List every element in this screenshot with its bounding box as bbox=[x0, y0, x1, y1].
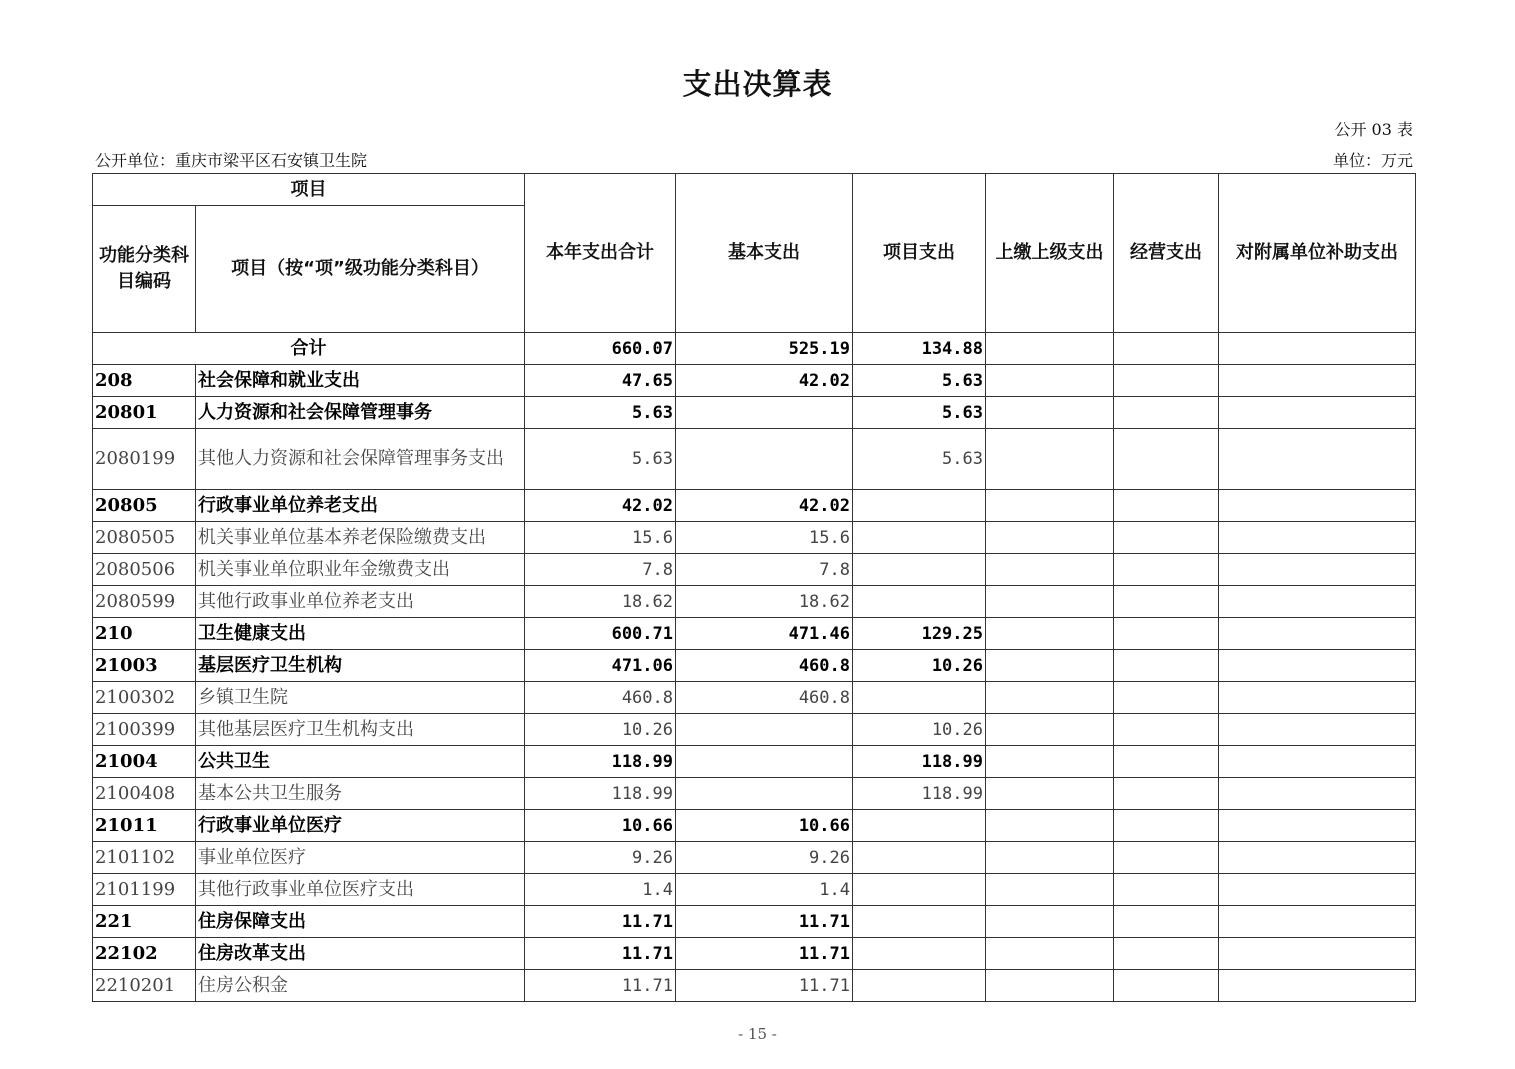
row-subsidy bbox=[1219, 746, 1416, 778]
total-upper-payment bbox=[986, 333, 1114, 365]
row-basic: 42.02 bbox=[676, 490, 853, 522]
row-basic: 471.46 bbox=[676, 618, 853, 650]
row-total: 460.8 bbox=[525, 682, 676, 714]
row-total: 7.8 bbox=[525, 554, 676, 586]
table-row bbox=[93, 397, 1416, 429]
total-subsidy bbox=[1219, 333, 1416, 365]
table-row bbox=[93, 586, 1416, 618]
row-name: 基层医疗卫生机构 bbox=[196, 650, 525, 682]
row-code: 2100399 bbox=[93, 714, 196, 746]
header-basic: 基本支出 bbox=[676, 174, 853, 333]
row-upper-payment bbox=[986, 429, 1114, 490]
row-code: 20801 bbox=[93, 397, 196, 429]
row-project-expenditure bbox=[853, 938, 986, 970]
table-row bbox=[93, 778, 1416, 810]
row-business bbox=[1114, 650, 1219, 682]
table-row bbox=[93, 365, 1416, 397]
total-project-expenditure: 134.88 bbox=[853, 333, 986, 365]
row-upper-payment bbox=[986, 906, 1114, 938]
row-name: 其他基层医疗卫生机构支出 bbox=[196, 714, 525, 746]
row-project-expenditure bbox=[853, 586, 986, 618]
row-code: 2210201 bbox=[93, 970, 196, 1002]
row-project-expenditure: 10.26 bbox=[853, 650, 986, 682]
row-upper-payment bbox=[986, 746, 1114, 778]
row-project-expenditure bbox=[853, 810, 986, 842]
table-row bbox=[93, 874, 1416, 906]
row-basic bbox=[676, 397, 853, 429]
row-total: 10.26 bbox=[525, 714, 676, 746]
row-total: 471.06 bbox=[525, 650, 676, 682]
row-total: 10.66 bbox=[525, 810, 676, 842]
row-business bbox=[1114, 554, 1219, 586]
row-subsidy bbox=[1219, 682, 1416, 714]
form-number: 公开 03 表 bbox=[1334, 120, 1413, 139]
page-number: - 15 - bbox=[738, 1025, 777, 1043]
row-name: 其他行政事业单位养老支出 bbox=[196, 586, 525, 618]
row-basic: 1.4 bbox=[676, 874, 853, 906]
row-business bbox=[1114, 906, 1219, 938]
row-subsidy bbox=[1219, 874, 1416, 906]
row-code: 2101199 bbox=[93, 874, 196, 906]
row-business bbox=[1114, 810, 1219, 842]
row-basic: 15.6 bbox=[676, 522, 853, 554]
row-business bbox=[1114, 522, 1219, 554]
row-subsidy bbox=[1219, 522, 1416, 554]
row-basic: 11.71 bbox=[676, 970, 853, 1002]
row-name: 其他人力资源和社会保障管理事务支出 bbox=[196, 429, 525, 490]
row-total: 11.71 bbox=[525, 906, 676, 938]
row-business bbox=[1114, 490, 1219, 522]
row-code: 2080199 bbox=[93, 429, 196, 490]
table-row bbox=[93, 554, 1416, 586]
row-code: 208 bbox=[93, 365, 196, 397]
row-project-expenditure bbox=[853, 490, 986, 522]
row-basic: 9.26 bbox=[676, 842, 853, 874]
row-business bbox=[1114, 842, 1219, 874]
currency-unit: 单位：万元 bbox=[1332, 151, 1413, 170]
row-business bbox=[1114, 397, 1219, 429]
row-project-expenditure bbox=[853, 554, 986, 586]
table-row bbox=[93, 490, 1416, 522]
header-project-expenditure: 项目支出 bbox=[853, 174, 986, 333]
row-basic: 11.71 bbox=[676, 906, 853, 938]
row-code: 21003 bbox=[93, 650, 196, 682]
row-code: 2100302 bbox=[93, 682, 196, 714]
row-project-expenditure: 129.25 bbox=[853, 618, 986, 650]
row-subsidy bbox=[1219, 650, 1416, 682]
row-total: 11.71 bbox=[525, 970, 676, 1002]
row-subsidy bbox=[1219, 970, 1416, 1002]
row-total: 42.02 bbox=[525, 490, 676, 522]
row-upper-payment bbox=[986, 874, 1114, 906]
row-name: 住房改革支出 bbox=[196, 938, 525, 970]
row-business bbox=[1114, 618, 1219, 650]
row-name: 社会保障和就业支出 bbox=[196, 365, 525, 397]
row-code: 2080599 bbox=[93, 586, 196, 618]
row-basic bbox=[676, 746, 853, 778]
row-name: 卫生健康支出 bbox=[196, 618, 525, 650]
row-subsidy bbox=[1219, 365, 1416, 397]
row-code: 2100408 bbox=[93, 778, 196, 810]
row-code: 2101102 bbox=[93, 842, 196, 874]
row-name: 其他行政事业单位医疗支出 bbox=[196, 874, 525, 906]
row-subsidy bbox=[1219, 554, 1416, 586]
row-business bbox=[1114, 746, 1219, 778]
row-code: 22102 bbox=[93, 938, 196, 970]
total-basic: 525.19 bbox=[676, 333, 853, 365]
row-subsidy bbox=[1219, 778, 1416, 810]
row-total: 1.4 bbox=[525, 874, 676, 906]
row-name: 住房保障支出 bbox=[196, 906, 525, 938]
row-subsidy bbox=[1219, 490, 1416, 522]
row-code: 221 bbox=[93, 906, 196, 938]
row-project-expenditure: 118.99 bbox=[853, 746, 986, 778]
row-business bbox=[1114, 714, 1219, 746]
row-project-expenditure bbox=[853, 842, 986, 874]
row-business bbox=[1114, 778, 1219, 810]
row-basic: 10.66 bbox=[676, 810, 853, 842]
row-business bbox=[1114, 586, 1219, 618]
row-total: 18.62 bbox=[525, 586, 676, 618]
table-row bbox=[93, 618, 1416, 650]
header-total: 本年支出合计 bbox=[525, 174, 676, 333]
row-subsidy bbox=[1219, 429, 1416, 490]
row-subsidy bbox=[1219, 906, 1416, 938]
row-business bbox=[1114, 970, 1219, 1002]
row-subsidy bbox=[1219, 810, 1416, 842]
row-total: 9.26 bbox=[525, 842, 676, 874]
row-project-expenditure bbox=[853, 522, 986, 554]
row-upper-payment bbox=[986, 714, 1114, 746]
table-row bbox=[93, 970, 1416, 1002]
row-name: 机关事业单位基本养老保险缴费支出 bbox=[196, 522, 525, 554]
row-upper-payment bbox=[986, 554, 1114, 586]
row-basic: 460.8 bbox=[676, 682, 853, 714]
total-total: 660.07 bbox=[525, 333, 676, 365]
header-business: 经营支出 bbox=[1114, 174, 1219, 333]
row-subsidy bbox=[1219, 586, 1416, 618]
table-row bbox=[93, 429, 1416, 490]
row-name: 公共卫生 bbox=[196, 746, 525, 778]
row-total: 118.99 bbox=[525, 746, 676, 778]
row-basic: 18.62 bbox=[676, 586, 853, 618]
row-name: 住房公积金 bbox=[196, 970, 525, 1002]
header-subsidy: 对附属单位补助支出 bbox=[1219, 174, 1416, 333]
total-label: 合计 bbox=[93, 333, 525, 365]
reporting-unit: 公开单位：重庆市梁平区石安镇卫生院 bbox=[95, 151, 368, 170]
row-subsidy bbox=[1219, 714, 1416, 746]
row-name: 乡镇卫生院 bbox=[196, 682, 525, 714]
table-row bbox=[93, 810, 1416, 842]
row-project-expenditure: 5.63 bbox=[853, 365, 986, 397]
row-upper-payment bbox=[986, 970, 1114, 1002]
row-name: 事业单位医疗 bbox=[196, 842, 525, 874]
row-upper-payment bbox=[986, 650, 1114, 682]
row-upper-payment bbox=[986, 365, 1114, 397]
table-row bbox=[93, 522, 1416, 554]
expenditure-table bbox=[92, 173, 1416, 1002]
row-subsidy bbox=[1219, 397, 1416, 429]
table-row bbox=[93, 906, 1416, 938]
row-project-expenditure: 10.26 bbox=[853, 714, 986, 746]
row-project-expenditure bbox=[853, 874, 986, 906]
table-row bbox=[93, 714, 1416, 746]
row-name: 行政事业单位养老支出 bbox=[196, 490, 525, 522]
row-upper-payment bbox=[986, 938, 1114, 970]
row-upper-payment bbox=[986, 586, 1114, 618]
row-basic bbox=[676, 778, 853, 810]
row-basic: 11.71 bbox=[676, 938, 853, 970]
row-basic: 42.02 bbox=[676, 365, 853, 397]
table-row bbox=[93, 650, 1416, 682]
row-total: 15.6 bbox=[525, 522, 676, 554]
row-code: 21004 bbox=[93, 746, 196, 778]
row-name: 机关事业单位职业年金缴费支出 bbox=[196, 554, 525, 586]
row-business bbox=[1114, 365, 1219, 397]
row-code: 20805 bbox=[93, 490, 196, 522]
row-code: 2080505 bbox=[93, 522, 196, 554]
row-subsidy bbox=[1219, 618, 1416, 650]
row-business bbox=[1114, 682, 1219, 714]
page-title: 支出决算表 bbox=[682, 67, 833, 101]
table-row bbox=[93, 682, 1416, 714]
row-code: 2080506 bbox=[93, 554, 196, 586]
header-project: 项目 bbox=[93, 174, 525, 206]
row-upper-payment bbox=[986, 618, 1114, 650]
row-total: 11.71 bbox=[525, 938, 676, 970]
header-upper-payment: 上缴上级支出 bbox=[986, 174, 1114, 333]
table-row bbox=[93, 842, 1416, 874]
table-row bbox=[93, 938, 1416, 970]
row-total: 5.63 bbox=[525, 429, 676, 490]
row-upper-payment bbox=[986, 522, 1114, 554]
row-project-expenditure bbox=[853, 906, 986, 938]
row-basic: 7.8 bbox=[676, 554, 853, 586]
row-total: 47.65 bbox=[525, 365, 676, 397]
row-upper-payment bbox=[986, 397, 1114, 429]
row-business bbox=[1114, 874, 1219, 906]
row-name: 基本公共卫生服务 bbox=[196, 778, 525, 810]
row-upper-payment bbox=[986, 490, 1114, 522]
row-name: 人力资源和社会保障管理事务 bbox=[196, 397, 525, 429]
row-project-expenditure bbox=[853, 970, 986, 1002]
row-subsidy bbox=[1219, 938, 1416, 970]
row-upper-payment bbox=[986, 778, 1114, 810]
row-business bbox=[1114, 938, 1219, 970]
header-name: 项目（按“项”级功能分类科目） bbox=[196, 206, 525, 333]
row-name: 行政事业单位医疗 bbox=[196, 810, 525, 842]
row-total: 600.71 bbox=[525, 618, 676, 650]
row-code: 210 bbox=[93, 618, 196, 650]
row-project-expenditure: 5.63 bbox=[853, 429, 986, 490]
header-code: 功能分类科目编码 bbox=[93, 206, 196, 333]
row-business bbox=[1114, 429, 1219, 490]
row-total: 5.63 bbox=[525, 397, 676, 429]
row-subsidy bbox=[1219, 842, 1416, 874]
row-upper-payment bbox=[986, 842, 1114, 874]
row-code: 21011 bbox=[93, 810, 196, 842]
row-basic bbox=[676, 429, 853, 490]
row-project-expenditure: 5.63 bbox=[853, 397, 986, 429]
table-row bbox=[93, 746, 1416, 778]
row-upper-payment bbox=[986, 682, 1114, 714]
row-basic bbox=[676, 714, 853, 746]
total-business bbox=[1114, 333, 1219, 365]
row-project-expenditure bbox=[853, 682, 986, 714]
row-total: 118.99 bbox=[525, 778, 676, 810]
row-basic: 460.8 bbox=[676, 650, 853, 682]
row-upper-payment bbox=[986, 810, 1114, 842]
row-project-expenditure: 118.99 bbox=[853, 778, 986, 810]
